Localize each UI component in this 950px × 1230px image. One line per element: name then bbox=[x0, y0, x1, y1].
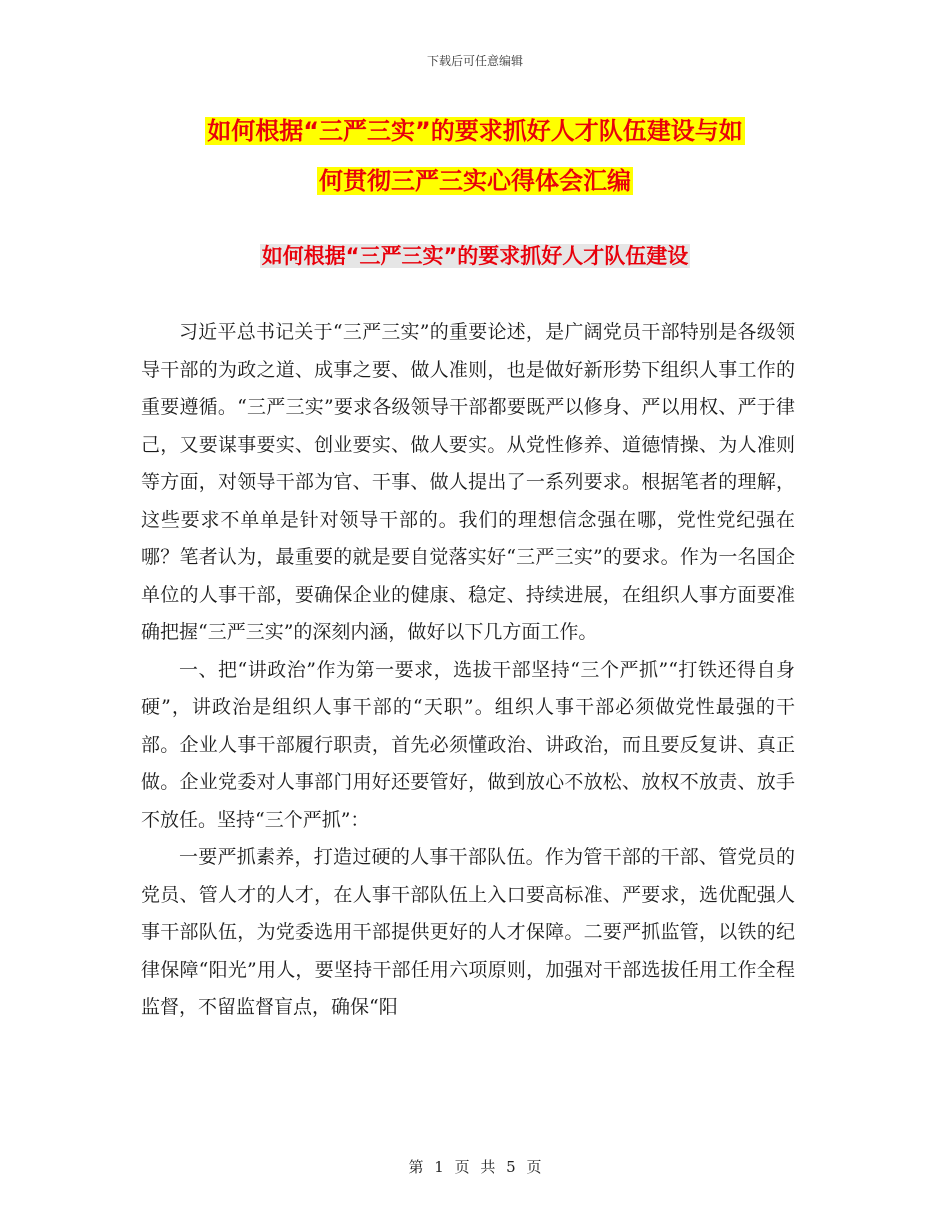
page-number-footer: 第 1 页 共 5 页 bbox=[408, 1158, 542, 1176]
section-title bbox=[140, 240, 810, 272]
document-body bbox=[141, 314, 795, 1027]
body-paragraph-1: 习近平总书记关于“三严三实”的重要论述，是广阔党员干部特别是各级领导干部的为政之道、成事之要、做人准则，也是做好新形势下组织人事工作的重要遵循。“三严三实”要求各级领导干部都要既严以修身、严以用权、严于律己，又要谋事要实、创业要实、做人要实。从党性修养、道德情操、为人准则等方面，对领导干部为官、干事、做人提出了一系列要求。根据笔者的理解，这些要求不单单是针对领导干部的。我们的理想信念强在哪，党性党纪强在哪？笔者认为，最重要的就是要自觉落实好“三严三实”的要求。作为一名国企单位的人事干部，要确保企业的健康、稳定、持续进展，在组织人事方面要准确把握“三严三实”的深刻内涵，做好以下几方面工作。 bbox=[141, 321, 795, 643]
body-paragraph-3: 一要严抓素养，打造过硬的人事干部队伍。作为管干部的干部、管党员的党员、管人才的人才，在人事干部队伍上入口要高标准、严要求，选优配强人事干部队伍，为党委选用干部提供更好的人才保障。二要严抓监管，以铁的纪律保障“阳光”用人，要坚持干部任用六项原则，加强对干部选拔任用工作全程监督，不留监督盲点，确保“阳 bbox=[141, 846, 795, 1018]
body-paragraph-2: 一、把“讲政治”作为第一要求，选拔干部坚持“三个严抓”“打铁还得自身硬”，讲政治是组织人事干部的“天职”。组织人事干部必须做党性最强的干部。企业人事干部履行职责，首先必须懂政治、讲政治，而且要反复讲、真正做。企业党委对人事部门用好还要管好，做到放心不放松、放权不放责、放手不放任。坚持“三个严抓”： bbox=[141, 658, 795, 831]
main-title-line-1: 如何根据“三严三实”的要求抓好人才队伍建设与如 bbox=[207, 117, 743, 145]
section-title-text: 如何根据“三严三实”的要求抓好人才队伍建设 bbox=[261, 244, 689, 268]
page-header-note: 下载后可任意编辑 bbox=[426, 54, 523, 68]
document-main-title bbox=[140, 106, 810, 206]
main-title-line-2: 何贯彻三严三实心得体会汇编 bbox=[319, 167, 631, 195]
